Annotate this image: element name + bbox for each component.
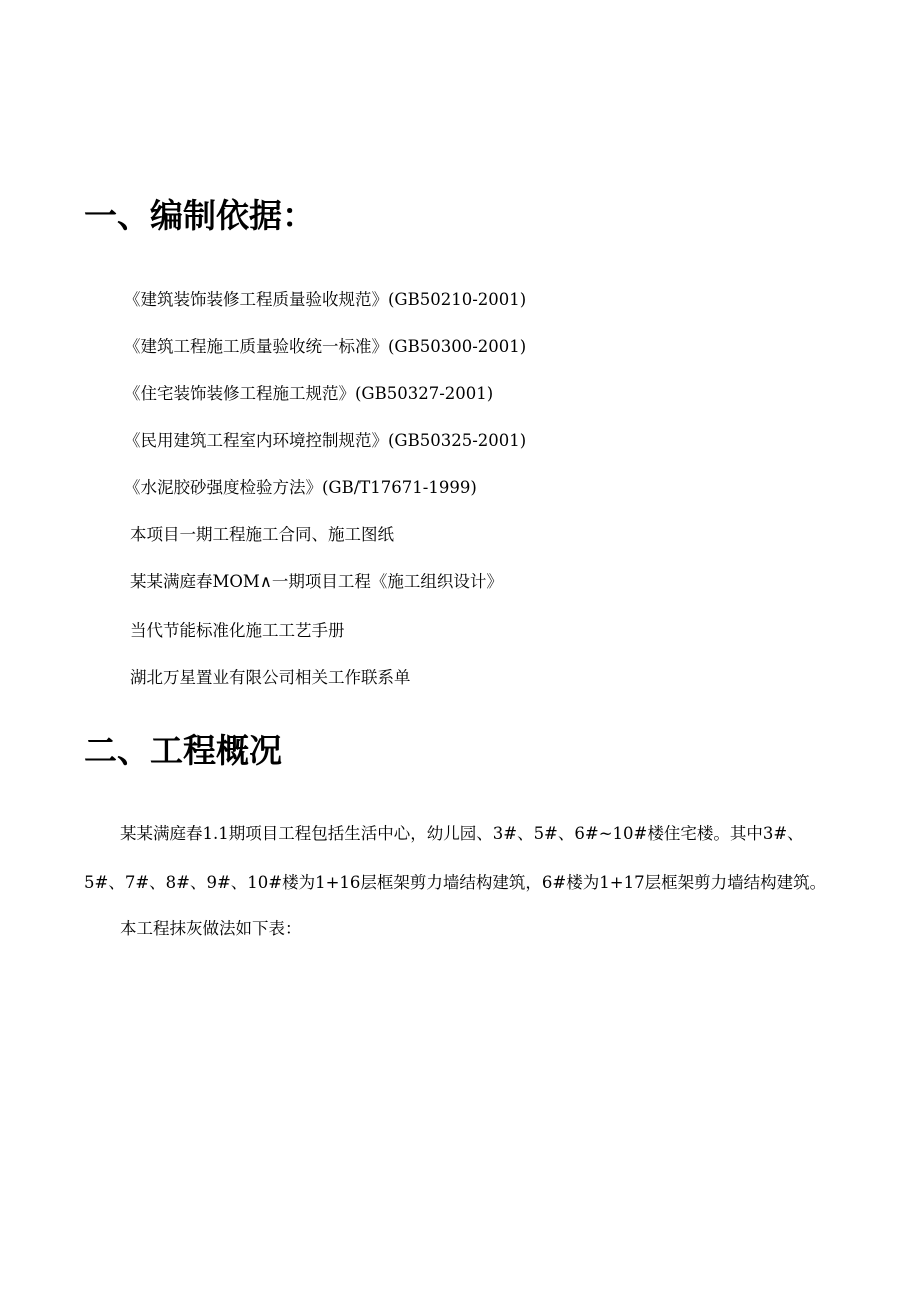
- reference-item: 《水泥胶砂强度检验方法》(GB/T17671-1999): [124, 478, 477, 497]
- reference-item: 《住宅装饰装修工程施工规范》(GB50327-2001): [124, 384, 494, 403]
- overview-paragraph-line-1: 某某满庭春1.1期项目工程包括生活中心，幼儿园、3#、5#、6#~10#楼住宅楼。其中3#、: [120, 824, 804, 843]
- overview-paragraph-line-3: 本工程抹灰做法如下表：: [120, 919, 302, 938]
- reference-item: 《建筑装饰装修工程质量验收规范》(GB50210-2001): [124, 290, 527, 309]
- reference-item: 《建筑工程施工质量验收统一标准》(GB50300-2001): [124, 337, 527, 356]
- reference-item: 当代节能标准化施工工艺手册: [130, 621, 345, 640]
- section-heading-compilation-basis: 一、编制依据：: [84, 196, 315, 235]
- reference-item: 本项目一期工程施工合同、施工图纸: [130, 525, 394, 544]
- reference-item: 某某满庭春MOM∧一期项目工程《施工组织设计》: [130, 572, 503, 591]
- reference-item: 湖北万星置业有限公司相关工作联系单: [130, 668, 411, 687]
- reference-item: 《民用建筑工程室内环境控制规范》(GB50325-2001): [124, 431, 527, 450]
- section-heading-project-overview: 二、工程概况: [84, 731, 282, 770]
- overview-paragraph-line-2: 5#、7#、8#、9#、10#楼为1+16层框架剪力墙结构建筑，6#楼为1+17层框架剪力墙结构建筑。: [84, 873, 827, 892]
